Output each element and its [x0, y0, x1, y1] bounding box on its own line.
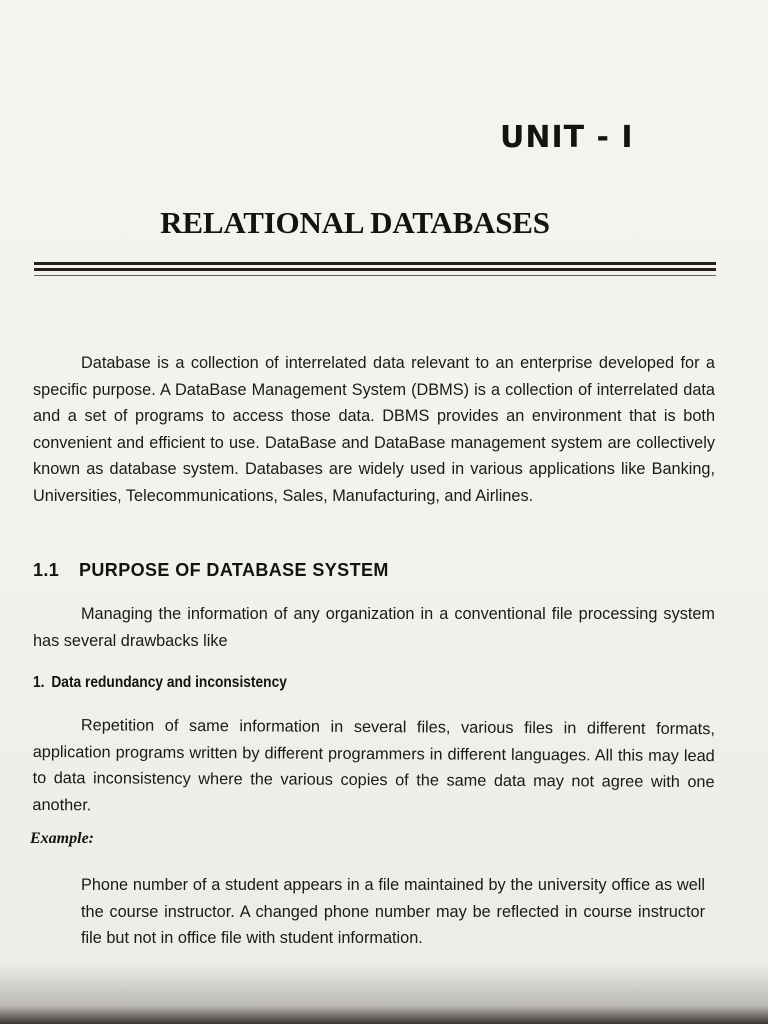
- redundancy-paragraph: [32, 712, 715, 822]
- subsection-heading: [33, 674, 287, 692]
- section-heading: [33, 560, 389, 581]
- subsection-title: Data redundancy and inconsistency: [51, 674, 287, 691]
- section-title: PURPOSE OF DATABASE SYSTEM: [79, 560, 389, 580]
- unit-label: UNIT - I: [500, 120, 634, 155]
- redundancy-paragraph-text: Repetition of same information in several files, various files in different formats, application programs written by different programmers in different languages. All this may lead to data inconsistency where the various copies of the same data may not agree with one another.: [32, 716, 715, 814]
- purpose-paragraph-text: Managing the information of any organization in a conventional file processing system has several drawbacks like: [33, 605, 715, 650]
- title-rule-middle: [34, 268, 716, 271]
- example-paragraph: [81, 872, 705, 952]
- title-rule-top: [34, 262, 716, 265]
- intro-paragraph: [33, 350, 715, 509]
- title-rule-bottom: [34, 275, 716, 276]
- purpose-paragraph: [33, 601, 715, 654]
- intro-paragraph-text: Database is a collection of interrelated data relevant to an enterprise developed for a specific purpose. A DataBase Management System (DBMS) is a collection of interrelated data and a set of programs to access those data. DBMS provides an environment that is both convenient and efficient to use. DataBase and DataBase management system are collectively known as database system. Databases are widely used in various applications like Banking, Universities, Telecommunications, Sales, Manufacturing, and Airlines.: [33, 354, 715, 505]
- section-number: 1.1: [33, 560, 60, 580]
- example-paragraph-text: Phone number of a student appears in a file maintained by the university office as well the course instructor. A changed phone number may be reflected in course instructor file but not in office file with student information.: [81, 876, 705, 947]
- chapter-title: RELATIONAL DATABASES: [160, 205, 550, 240]
- example-label: Example:: [30, 830, 94, 847]
- subsection-number: 1.: [33, 674, 45, 691]
